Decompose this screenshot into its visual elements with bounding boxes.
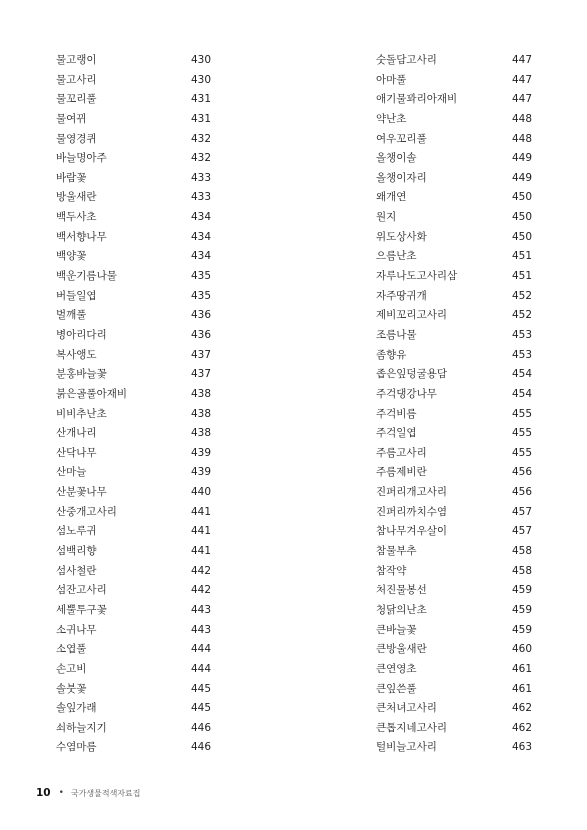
species-name: 백양꽃 <box>56 250 87 263</box>
page-reference: 451 <box>511 250 532 263</box>
index-entry <box>56 562 211 582</box>
page-reference: 433 <box>190 171 211 184</box>
species-name: 섬잔고사리 <box>56 584 107 597</box>
page-reference: 435 <box>190 270 211 283</box>
page-reference: 457 <box>511 505 532 518</box>
species-name: 물영경퀴 <box>56 132 97 145</box>
species-name: 세뿔투구꽃 <box>56 603 107 616</box>
index-entry <box>376 346 532 366</box>
index-column-left <box>56 51 211 758</box>
index-entry <box>56 601 211 621</box>
index-entry <box>376 542 532 562</box>
index-entry <box>56 287 211 307</box>
index-entry <box>376 130 532 150</box>
species-name: 섬사철란 <box>56 564 97 577</box>
species-name: 큰방울새란 <box>376 643 427 656</box>
index-entry <box>56 621 211 641</box>
index-entry <box>376 738 532 758</box>
index-entry <box>376 71 532 91</box>
page-reference: 433 <box>190 191 211 204</box>
species-name: 방울새란 <box>56 191 97 204</box>
species-name: 큰바늘꽃 <box>376 623 417 636</box>
species-name: 큰톱지네고사리 <box>376 721 448 734</box>
species-name: 솔붓꽃 <box>56 682 87 695</box>
index-entry <box>56 483 211 503</box>
index-entry <box>376 680 532 700</box>
index-entry <box>376 463 532 483</box>
species-name: 섬백리향 <box>56 545 97 558</box>
page-reference: 461 <box>511 662 532 675</box>
species-name: 큰처녀고사리 <box>376 702 437 715</box>
page-reference: 448 <box>511 132 532 145</box>
species-name: 올챙이솔 <box>376 152 417 165</box>
index-entry <box>56 130 211 150</box>
species-name: 바람꽃 <box>56 171 87 184</box>
index-entry <box>56 169 211 189</box>
species-name: 병아리다리 <box>56 328 107 341</box>
species-name: 처진물봉선 <box>376 584 427 597</box>
page-reference: 435 <box>190 289 211 302</box>
species-name: 수염마름 <box>56 741 97 754</box>
species-name: 산마늘 <box>56 466 87 479</box>
page-reference: 459 <box>511 584 532 597</box>
page-reference: 444 <box>190 643 211 656</box>
index-entry <box>56 503 211 523</box>
species-name: 원지 <box>376 211 397 224</box>
page-reference: 434 <box>190 250 211 263</box>
species-name: 벌깨풀 <box>56 309 87 322</box>
index-entry <box>376 110 532 130</box>
page-reference: 445 <box>190 702 211 715</box>
page-reference: 450 <box>511 230 532 243</box>
species-name: 올챙이자리 <box>376 171 427 184</box>
species-name: 아마풀 <box>376 73 407 86</box>
index-entry <box>376 51 532 71</box>
index-entry <box>376 483 532 503</box>
page-reference: 454 <box>511 387 532 400</box>
page-reference: 458 <box>511 564 532 577</box>
index-entry <box>376 503 532 523</box>
species-name: 물꼬리풀 <box>56 93 97 106</box>
page-reference: 442 <box>190 564 211 577</box>
species-name: 산개나리 <box>56 427 97 440</box>
index-entry <box>376 247 532 267</box>
species-name: 백서향나무 <box>56 230 107 243</box>
page-reference: 441 <box>190 525 211 538</box>
page-reference: 463 <box>511 741 532 754</box>
page-reference: 453 <box>511 328 532 341</box>
page-reference: 442 <box>190 584 211 597</box>
species-name: 산중개고사리 <box>56 505 117 518</box>
page-reference: 460 <box>511 643 532 656</box>
species-name: 백두사초 <box>56 211 97 224</box>
page-reference: 441 <box>190 545 211 558</box>
page-reference: 444 <box>190 662 211 675</box>
species-name: 쇠하늘지기 <box>56 721 107 734</box>
species-name: 왜개연 <box>376 191 407 204</box>
species-name: 소엽풀 <box>56 643 87 656</box>
index-entry <box>376 385 532 405</box>
page-reference: 452 <box>511 289 532 302</box>
index-entry <box>376 149 532 169</box>
species-name: 주걱일엽 <box>376 427 417 440</box>
species-name: 위도상사화 <box>376 230 427 243</box>
species-name: 손고비 <box>56 662 87 675</box>
species-name: 약난초 <box>376 112 407 125</box>
page-reference: 436 <box>190 309 211 322</box>
index-entry <box>56 326 211 346</box>
page-reference: 438 <box>190 407 211 420</box>
index-entry <box>376 90 532 110</box>
page-reference: 431 <box>190 93 211 106</box>
index-entry <box>56 228 211 248</box>
species-name: 주걱댕강나무 <box>376 387 437 400</box>
index-entry <box>376 424 532 444</box>
index-entry <box>376 228 532 248</box>
footer-separator: • <box>58 788 64 798</box>
species-name: 백운기름나물 <box>56 270 117 283</box>
page-reference: 449 <box>511 152 532 165</box>
page-reference: 453 <box>511 348 532 361</box>
species-name: 청닭의난초 <box>376 603 427 616</box>
page-reference: 446 <box>190 721 211 734</box>
index-entry <box>376 699 532 719</box>
species-name: 섬노루귀 <box>56 525 97 538</box>
page-reference: 455 <box>511 427 532 440</box>
page-reference: 451 <box>511 270 532 283</box>
species-name: 큰연영초 <box>376 662 417 675</box>
species-name: 비비추난초 <box>56 407 107 420</box>
page-reference: 449 <box>511 171 532 184</box>
index-entry <box>376 306 532 326</box>
page-reference: 459 <box>511 623 532 636</box>
page-reference: 443 <box>190 623 211 636</box>
index-entry <box>56 267 211 287</box>
index-entry <box>56 149 211 169</box>
page-reference: 450 <box>511 211 532 224</box>
index-entry <box>56 719 211 739</box>
page-reference: 455 <box>511 407 532 420</box>
index-entry <box>56 463 211 483</box>
page-reference: 459 <box>511 603 532 616</box>
index-entry <box>56 385 211 405</box>
index-entry <box>376 660 532 680</box>
index-entry <box>56 90 211 110</box>
page-reference: 448 <box>511 112 532 125</box>
species-name: 여우꼬리풀 <box>376 132 427 145</box>
index-entry <box>376 267 532 287</box>
page-reference: 432 <box>190 152 211 165</box>
page-reference: 443 <box>190 603 211 616</box>
species-name: 주걱비름 <box>376 407 417 420</box>
species-name: 참작약 <box>376 564 407 577</box>
page-reference: 434 <box>190 211 211 224</box>
page-reference: 450 <box>511 191 532 204</box>
species-name: 물여뀌 <box>56 112 87 125</box>
index-entry <box>56 71 211 91</box>
page-reference: 452 <box>511 309 532 322</box>
page-reference: 438 <box>190 427 211 440</box>
species-name: 물고사리 <box>56 73 97 86</box>
species-name: 버들일엽 <box>56 289 97 302</box>
species-name: 좁은잎덩굴용담 <box>376 368 448 381</box>
page-reference: 447 <box>511 73 532 86</box>
page-reference: 437 <box>190 348 211 361</box>
index-entry <box>56 51 211 71</box>
species-name: 복사앵도 <box>56 348 97 361</box>
species-name: 좀향유 <box>376 348 407 361</box>
page-reference: 432 <box>190 132 211 145</box>
species-name: 주름제비란 <box>376 466 427 479</box>
index-entry <box>56 699 211 719</box>
species-name: 산분꽃나무 <box>56 486 107 499</box>
page-reference: 439 <box>190 446 211 459</box>
species-name: 조름나물 <box>376 328 417 341</box>
index-entry <box>376 562 532 582</box>
species-name: 주름고사리 <box>376 446 427 459</box>
page-reference: 437 <box>190 368 211 381</box>
page-footer <box>36 787 141 799</box>
species-name: 숫돌담고사리 <box>376 54 437 66</box>
species-name: 제비꼬리고사리 <box>376 309 448 322</box>
species-name: 분홍바늘꽃 <box>56 368 107 381</box>
index-entry <box>376 640 532 660</box>
index-entry <box>56 405 211 425</box>
page-reference: 458 <box>511 545 532 558</box>
page-reference: 447 <box>511 54 532 66</box>
page-reference: 447 <box>511 93 532 106</box>
index-column-right <box>376 51 532 758</box>
page-reference: 461 <box>511 682 532 695</box>
index-entry <box>376 188 532 208</box>
species-name: 애기물꽈리아재비 <box>376 93 458 106</box>
species-name: 물고랭이 <box>56 54 97 66</box>
index-entry <box>376 208 532 228</box>
page-reference: 462 <box>511 702 532 715</box>
index-entry <box>56 247 211 267</box>
index-entry <box>56 346 211 366</box>
page-reference: 431 <box>190 112 211 125</box>
index-entry <box>56 306 211 326</box>
index-entry <box>56 738 211 758</box>
species-name: 산닥나무 <box>56 446 97 459</box>
index-entry <box>56 365 211 385</box>
index-entry <box>376 365 532 385</box>
page-reference: 436 <box>190 328 211 341</box>
page-reference: 456 <box>511 486 532 499</box>
page-reference: 440 <box>190 486 211 499</box>
species-name: 큰잎쓴풀 <box>376 682 417 695</box>
page-reference: 456 <box>511 466 532 479</box>
page-reference: 457 <box>511 525 532 538</box>
index-entry <box>376 169 532 189</box>
page-reference: 462 <box>511 721 532 734</box>
species-name: 자루나도고사리삼 <box>376 270 458 283</box>
page-reference: 439 <box>190 466 211 479</box>
species-name: 붉은골풀아재비 <box>56 387 128 400</box>
species-name: 솔잎가래 <box>56 702 97 715</box>
index-entry <box>56 424 211 444</box>
index-entry <box>56 660 211 680</box>
index-entry <box>56 680 211 700</box>
index-entry <box>376 601 532 621</box>
page-reference: 446 <box>190 741 211 754</box>
index-entry <box>56 542 211 562</box>
index-entry <box>56 444 211 464</box>
index-entry <box>56 208 211 228</box>
index-entry <box>56 522 211 542</box>
species-name: 진퍼리까치수염 <box>376 505 448 518</box>
species-name: 바늘명아주 <box>56 152 107 165</box>
page-reference: 441 <box>190 505 211 518</box>
species-name: 자주땅귀개 <box>376 289 427 302</box>
species-name: 털비늘고사리 <box>376 741 437 754</box>
species-name: 소귀나무 <box>56 623 97 636</box>
page-reference: 430 <box>190 54 211 66</box>
index-entry <box>56 110 211 130</box>
page-reference: 438 <box>190 387 211 400</box>
page-reference: 455 <box>511 446 532 459</box>
index-entry <box>56 640 211 660</box>
index-entry <box>376 326 532 346</box>
page-reference: 430 <box>190 73 211 86</box>
index-entry <box>376 287 532 307</box>
species-name: 진퍼리개고사리 <box>376 486 448 499</box>
page-reference: 434 <box>190 230 211 243</box>
species-name: 참물부추 <box>376 545 417 558</box>
page-reference: 454 <box>511 368 532 381</box>
index-entry <box>376 719 532 739</box>
index-entry <box>376 581 532 601</box>
index-entry <box>56 581 211 601</box>
page-number: 10 <box>36 787 51 799</box>
publication-title: 국가생물적색자료집 <box>70 788 141 798</box>
index-entry <box>56 188 211 208</box>
index-entry <box>376 621 532 641</box>
index-entry <box>376 522 532 542</box>
page-reference: 445 <box>190 682 211 695</box>
species-name: 참나무겨우살이 <box>376 525 448 538</box>
index-entry <box>376 405 532 425</box>
index-entry <box>376 444 532 464</box>
species-name: 으름난초 <box>376 250 417 263</box>
